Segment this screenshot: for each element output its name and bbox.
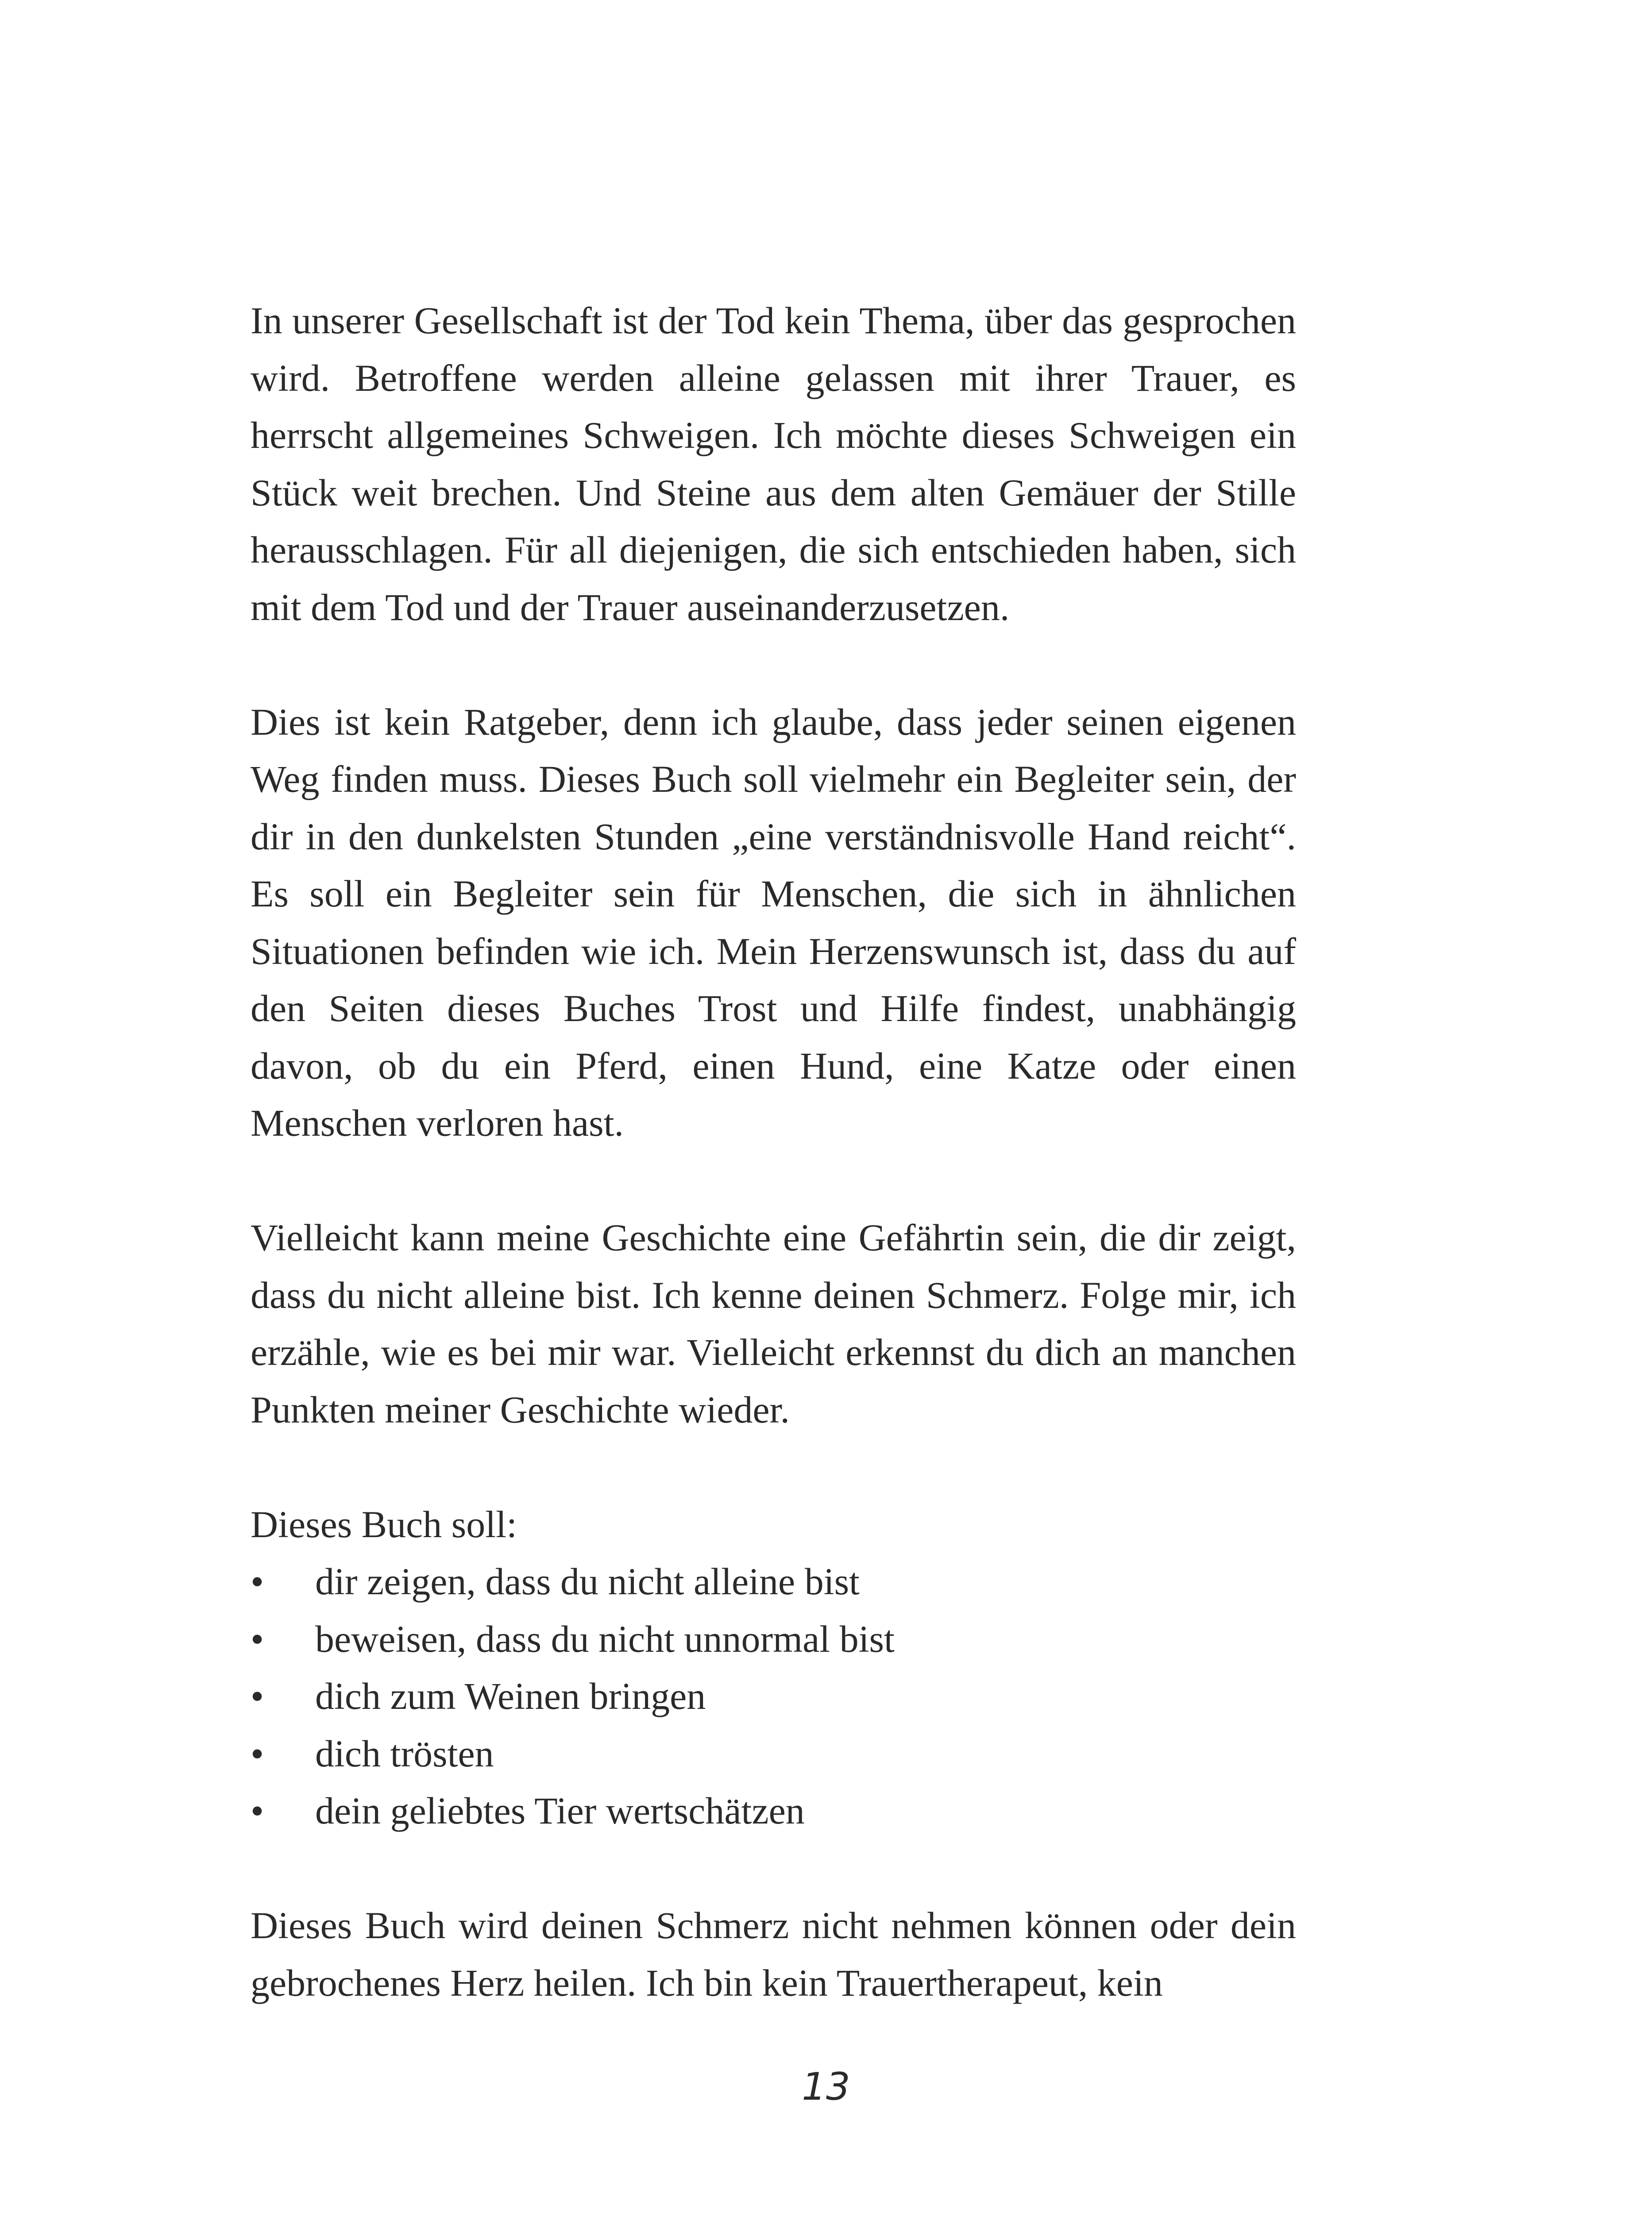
paragraph-3: Vielleicht kann meine Geschichte eine Gefährtin sein, die dir zeigt, dass du nicht alleine bist. Ich kenne deinen Schmerz. Folge mir, ich erzähle, wie es bei mir war. Vielleicht erkennst du dich an manchen Punkten meiner Geschichte wieder. (251, 1216, 1296, 1431)
list-item-text: dich zum Weinen bringen (315, 1675, 706, 1717)
list-item-text: dir zeigen, dass du nicht alleine bist (315, 1560, 860, 1603)
list-item (251, 1725, 1296, 1783)
bullet-icon: • (251, 1617, 264, 1660)
list-item-text: dich trösten (315, 1732, 494, 1775)
closing-paragraph: Dieses Buch wird deinen Schmerz nicht nehmen können oder dein gebrochenes Herz heilen. Ich bin kein Trauertherapeut, kein (251, 1904, 1296, 2004)
list-item (251, 1782, 1296, 1840)
page-number: 13 (802, 2065, 850, 2109)
list-intro: Dieses Buch soll: (251, 1503, 517, 1546)
bullet-icon: • (251, 1789, 264, 1832)
list-item-text: beweisen, dass du nicht unnormal bist (315, 1617, 895, 1660)
bullet-list (251, 1553, 1296, 1840)
body-text (251, 292, 1296, 2069)
list-item (251, 1553, 1296, 1611)
paragraph-1: In unserer Gesellschaft ist der Tod kein Thema, über das gesprochen wird. Betroffene werden alleine gelassen mit ihrer Trauer, es herrscht allgemeines Schweigen. Ich möchte dieses Schweigen ein Stück weit brechen. Und Steine aus dem alten Gemäuer der Stille herausschlagen. Für all diejenigen, die sich entschieden haben, sich mit dem Tod und der Trauer auseinanderzusetzen. (251, 299, 1296, 628)
list-item-text: dein geliebtes Tier wertschätzen (315, 1789, 805, 1832)
list-item (251, 1611, 1296, 1668)
bullet-icon: • (251, 1732, 264, 1775)
list-item (251, 1668, 1296, 1725)
bullet-icon: • (251, 1675, 264, 1717)
bullet-icon: • (251, 1560, 264, 1603)
paragraph-2: Dies ist kein Ratgeber, denn ich glaube, dass jeder seinen eigenen Weg finden muss. Dieses Buch soll vielmehr ein Begleiter sein, der dir in den dunkelsten Stunden „eine verständnisvolle Hand reicht“. Es soll ein Begleiter sein für Menschen, die sich in ähnlichen Situationen befinden wie ich. Mein Herzenswunsch ist, dass du auf den Seiten dieses Buches Trost und Hilfe findest, unabhängig davon, ob du ein Pferd, einen Hund, eine Katze oder einen Menschen verloren hast. (251, 700, 1296, 1144)
